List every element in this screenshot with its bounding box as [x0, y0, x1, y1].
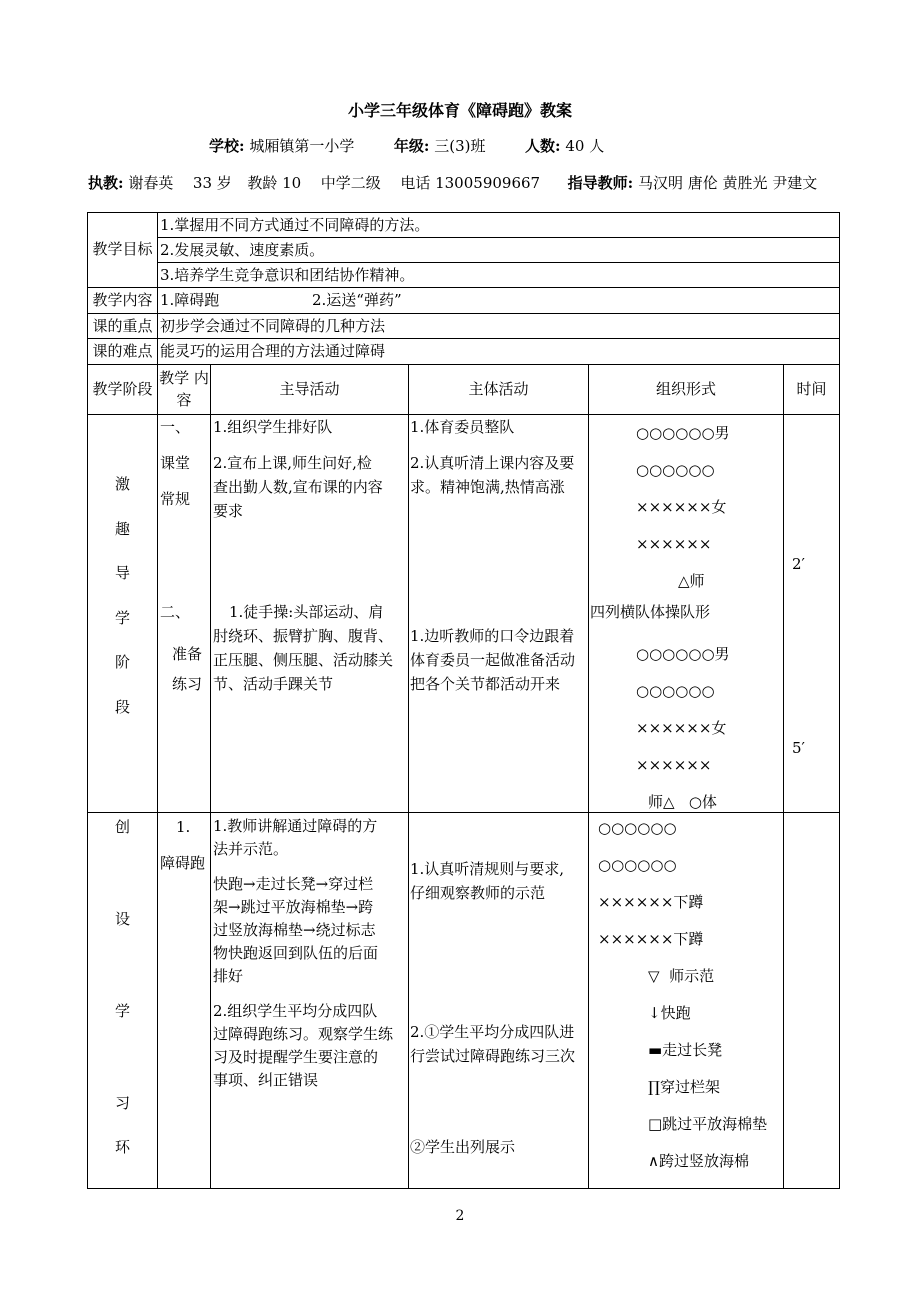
teacher-name: 谢春英 — [128, 174, 174, 192]
lead-line: 快跑→走过长凳→穿过栏 — [213, 875, 374, 893]
lead-line: 法并示范。 — [213, 840, 289, 858]
content-line: 练习 — [172, 675, 203, 693]
school-label: 学校: — [209, 137, 245, 155]
stage1-char: 段 — [114, 697, 130, 716]
teacher-label: 执教: — [88, 174, 124, 192]
grade-value: 三(3)班 — [434, 137, 486, 155]
subject-line: 1.认真听清规则与要求, — [410, 860, 565, 878]
stage1-part2-lead — [213, 600, 393, 696]
org-line: ○○○○○○ — [598, 819, 677, 837]
legend-line: □跳过平放海棉垫 — [648, 1115, 768, 1133]
grade-label: 年级: — [393, 137, 430, 155]
stage2-char: 创 — [114, 818, 130, 836]
subject-line: 把各个关节都活动开来 — [410, 675, 561, 693]
mentor-label: 指导教师: — [567, 174, 634, 192]
org-line: ×××××× — [636, 535, 712, 553]
stage2-org-legend — [648, 958, 767, 1180]
lead-line: 过竖放海棉垫→绕过标志 — [213, 921, 376, 939]
teaching-years: 教龄 10 — [247, 174, 302, 192]
stage1-label — [88, 462, 157, 730]
subject-line: 行尝试过障碍跑练习三次 — [410, 1047, 576, 1065]
stage2-subject-2 — [410, 1020, 575, 1068]
header-content — [158, 367, 210, 411]
teacher-row — [88, 172, 817, 193]
org-line: 师△ ○体 — [648, 793, 717, 811]
content-line: 1. — [176, 818, 191, 836]
stage2-subject-1 — [410, 857, 564, 905]
stage2-char: 习 — [114, 1094, 130, 1112]
stage1-part2-content — [160, 600, 202, 696]
stage2-label — [88, 815, 157, 1159]
lead-line: 查出勤人数,宣布课的内容 — [213, 478, 383, 496]
stage1-char: 阶 — [114, 653, 130, 672]
org-line: ○○○○○○ — [598, 856, 677, 874]
org-line: ××××××下蹲 — [598, 893, 704, 911]
goal-3: 3.培养学生竞争意识和团结协作精神。 — [160, 266, 415, 284]
school-row — [209, 135, 604, 156]
legend-line: ∧跨过竖放海棉 — [648, 1152, 749, 1170]
legend-line: ↓快跑 — [648, 1004, 691, 1022]
header-subject: 主体活动 — [468, 380, 529, 398]
count-label: 人数: — [525, 137, 561, 155]
stage1-part1-subject — [410, 415, 574, 499]
content-label: 教学内容 — [92, 291, 153, 309]
content-line: 二、 — [160, 603, 191, 621]
stage2-char: 设 — [114, 910, 130, 928]
stage1-char: 激 — [114, 475, 130, 493]
stage1-char: 趣 — [114, 519, 130, 538]
header-org: 组织形式 — [655, 380, 716, 398]
lead-line: 习及时提醒学生要注意的 — [213, 1048, 379, 1066]
lead-line: 架→跳过平放海棉垫→跨 — [213, 898, 374, 916]
lead-line: 要求 — [213, 502, 244, 520]
school-name: 城厢镇第一小学 — [249, 137, 355, 155]
org-line: ××××××女 — [636, 719, 727, 737]
stage1-part1-org — [636, 415, 730, 600]
legend-line: ▽ 师示范 — [648, 967, 715, 985]
stage1-char: 学 — [114, 608, 130, 627]
subject-line: 仔细观察教师的示范 — [410, 884, 546, 902]
goal-2: 2.发展灵敏、速度素质。 — [160, 241, 325, 259]
header-time: 时间 — [796, 380, 827, 398]
stage2-lead — [213, 815, 393, 1092]
header-stage: 教学阶段 — [92, 380, 153, 398]
stage1-part2-subject — [410, 624, 575, 696]
goal-label: 教学目标 — [92, 240, 153, 258]
stage1-time-1: 2′ — [792, 555, 805, 573]
page-title: 小学三年级体育《障碍跑》教案 — [347, 101, 572, 120]
org-line: ○○○○○○ — [636, 682, 715, 700]
stage2-char: 环 — [114, 1138, 130, 1156]
difficulty-label: 课的难点 — [92, 342, 153, 360]
lead-line: 1.教师讲解通过障碍的方 — [213, 817, 378, 835]
stage2-org — [598, 810, 703, 958]
stage2-subject-3: ②学生出列展示 — [410, 1138, 516, 1156]
header-content-line2: 容 — [176, 391, 192, 409]
lead-line: 过障碍跑练习。观察学生练 — [213, 1025, 394, 1043]
org-line: ××××××女 — [636, 498, 727, 516]
lead-line: 物快跑返回到队伍的后面 — [213, 944, 379, 962]
content-item-1: 1.障碍跑 — [160, 291, 220, 309]
subject-line: 1.体育委员整队 — [410, 418, 515, 436]
lead-line: 肘绕环、振臂扩胸、腹背、 — [213, 627, 394, 645]
content-line: 一、 — [160, 418, 191, 436]
lead-line: 2.组织学生平均分成四队 — [213, 1002, 378, 1020]
legend-line: ∏穿过栏架 — [648, 1078, 720, 1096]
subject-line: 1.边听教师的口令边跟着 — [410, 627, 575, 645]
org-line: ○○○○○○ — [636, 461, 715, 479]
stage1-part2-org-title: 四列横队体操队形 — [590, 603, 711, 621]
legend-line: ▬走过长凳 — [648, 1041, 723, 1059]
focus-label: 课的重点 — [92, 317, 153, 335]
org-line: ○○○○○○男 — [636, 424, 730, 442]
subject-line: 求。精神饱满,热情高涨 — [410, 478, 565, 496]
stage1-time-2: 5′ — [792, 739, 805, 757]
goal-1: 1.掌握用不同方式通过不同障碍的方法。 — [160, 216, 430, 234]
content-item-2: 2.运送“弹药” — [312, 291, 402, 309]
org-line: ○○○○○○男 — [636, 645, 730, 663]
stage1-char: 导 — [114, 564, 130, 583]
content-line: 课堂 — [160, 454, 191, 472]
header-content-line1: 教学 内 — [159, 369, 209, 387]
subject-line: 2.①学生平均分成四队进 — [410, 1023, 575, 1041]
teacher-rank: 中学二级 — [320, 174, 381, 192]
subject-line: 体育委员一起做准备活动 — [410, 651, 576, 669]
content-line: 准备 — [172, 645, 203, 663]
subject-line: 2.认真听清上课内容及要 — [410, 454, 575, 472]
page-number: 2 — [455, 1208, 465, 1224]
lead-line: 1.徒手操:头部运动、肩 — [229, 603, 384, 621]
stage1-part1-lead — [213, 415, 383, 523]
difficulty-text: 能灵巧的运用合理的方法通过障碍 — [160, 342, 386, 360]
stage2-content — [160, 815, 205, 875]
lead-line: 排好 — [213, 967, 244, 985]
lead-line: 2.宣布上课,师生问好,检 — [213, 454, 372, 472]
org-line: △师 — [678, 572, 705, 590]
org-line: ××××××下蹲 — [598, 930, 704, 948]
lead-line: 正压腿、侧压腿、活动膝关 — [213, 651, 394, 669]
header-lead: 主导活动 — [279, 380, 340, 398]
stage1-part2-org — [636, 636, 730, 821]
stage1-part1-content — [160, 415, 190, 511]
stage2-char: 学 — [114, 1002, 130, 1020]
focus-text: 初步学会通过不同障碍的几种方法 — [160, 317, 386, 335]
count-value: 40 人 — [565, 137, 605, 155]
org-line: ×××××× — [636, 756, 712, 774]
content-line: 障碍跑 — [160, 854, 206, 872]
teacher-age: 33 岁 — [192, 174, 232, 192]
lead-line: 事项、纠正错误 — [213, 1071, 319, 1089]
lead-line: 1.组织学生排好队 — [213, 418, 333, 436]
content-line: 常规 — [160, 490, 191, 508]
mentor-names: 马汉明 唐伦 黄胜光 尹建文 — [637, 174, 818, 192]
teacher-phone: 电话 13005909667 — [400, 174, 541, 192]
lead-line: 节、活动手踝关节 — [213, 675, 334, 693]
